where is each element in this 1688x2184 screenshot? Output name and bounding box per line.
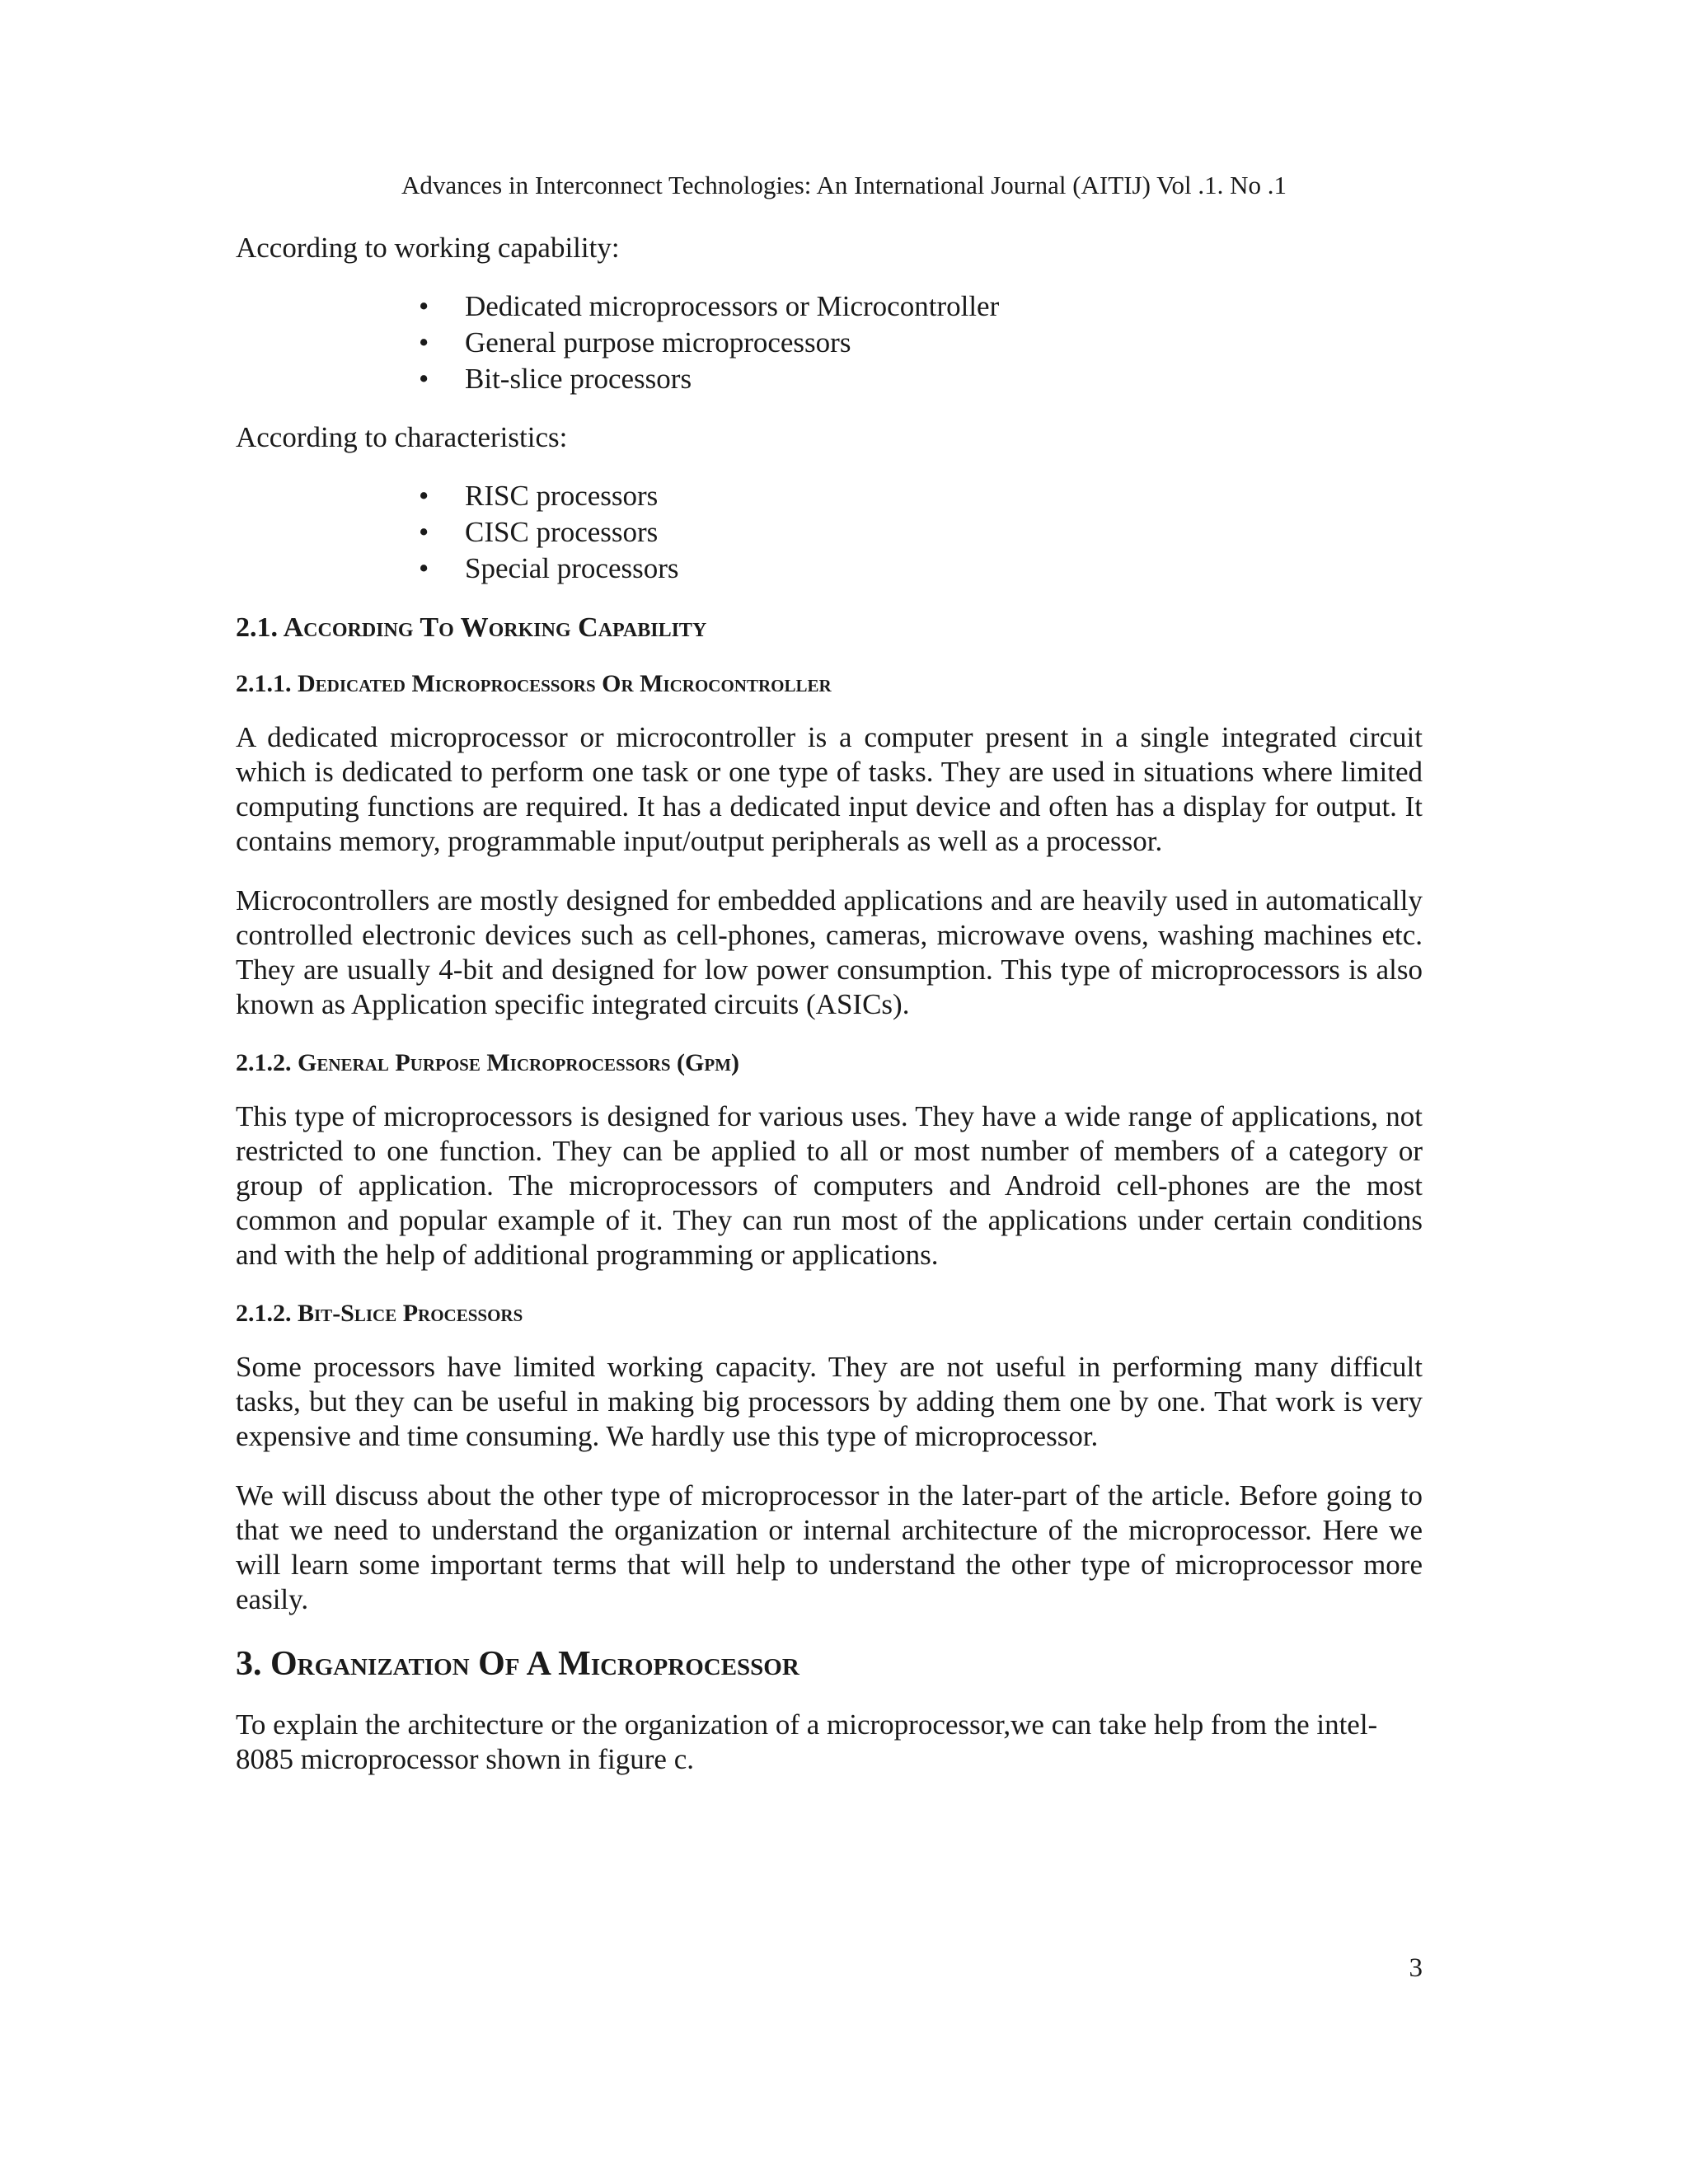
paragraph: Some processors have limited working capacity. They are not useful in performing many difficult tasks, but they can be useful in making big processors by adding them one by one. That work is very expensive and time consuming. We hardly use this type of microprocessor. — [236, 1351, 1423, 1452]
page-content — [236, 231, 1423, 1802]
section-heading-2-1-1: 2.1.1. Dedicated Microprocessors Or Microcontroller — [236, 670, 832, 697]
paragraph: This type of microprocessors is designed for various uses. They have a wide range of applications, not restricted to one function. They can be applied to all or most number of members of a category or group of application. The microprocessors of computers and Android cell-phones are the most common and popular example of it. They can run most of the applications under certain conditions and with the help of additional programming or applications. — [236, 1100, 1423, 1271]
working-capability-intro: According to working capability: — [236, 232, 620, 264]
paragraph: To explain the architecture or the organization of a microprocessor,we can take help from the intel-8085 microprocessor shown in figure c. — [236, 1708, 1378, 1775]
working-capability-list — [236, 288, 1423, 397]
section-heading-3: 3. Organization Of A Microprocessor — [236, 1645, 799, 1683]
characteristics-intro: According to characteristics: — [236, 421, 568, 453]
paragraph: Microcontrollers are mostly designed for embedded applications and are heavily used in automatically controlled electronic devices such as cell-phones, cameras, microwave ovens, washing machines etc. They are usually 4-bit and designed for low power consumption. This type of microprocessors is also known as Application specific integrated circuits (ASICs). — [236, 884, 1423, 1020]
section-heading-2-1: 2.1. According To Working Capability — [236, 612, 707, 643]
running-header: Advances in Interconnect Technologies: An International Journal (AITIJ) Vol .1. No .1 — [401, 171, 1287, 199]
list-item: • Special processors — [465, 551, 1423, 587]
list-item: • Bit-slice processors — [465, 361, 1423, 397]
paragraph: We will discuss about the other type of microprocessor in the later-part of the article. Before going to that we need to understand the organization or internal architecture of the microprocessor. Here we will learn some important terms that will help to understand the other type of microprocessor more easily. — [236, 1479, 1423, 1615]
page-number: 3 — [1409, 1953, 1423, 1983]
list-item: • Dedicated microprocessors or Microcontroller — [465, 288, 1423, 325]
list-item: • CISC processors — [465, 514, 1423, 551]
section-heading-2-1-2-bit-slice: 2.1.2. Bit-Slice Processors — [236, 1300, 523, 1327]
section-heading-2-1-2-gpm: 2.1.2. General Purpose Microprocessors (Gpm) — [236, 1049, 740, 1076]
list-item: • General purpose microprocessors — [465, 325, 1423, 361]
characteristics-list — [236, 478, 1423, 587]
paragraph: A dedicated microprocessor or microcontroller is a computer present in a single integrated circuit which is dedicated to perform one task or one type of tasks. They are used in situations where limited computing functions are required. It has a dedicated input device and often has a display for output. It contains memory, programmable input/output peripherals as well as a processor. — [236, 721, 1423, 857]
list-item: • RISC processors — [465, 478, 1423, 514]
